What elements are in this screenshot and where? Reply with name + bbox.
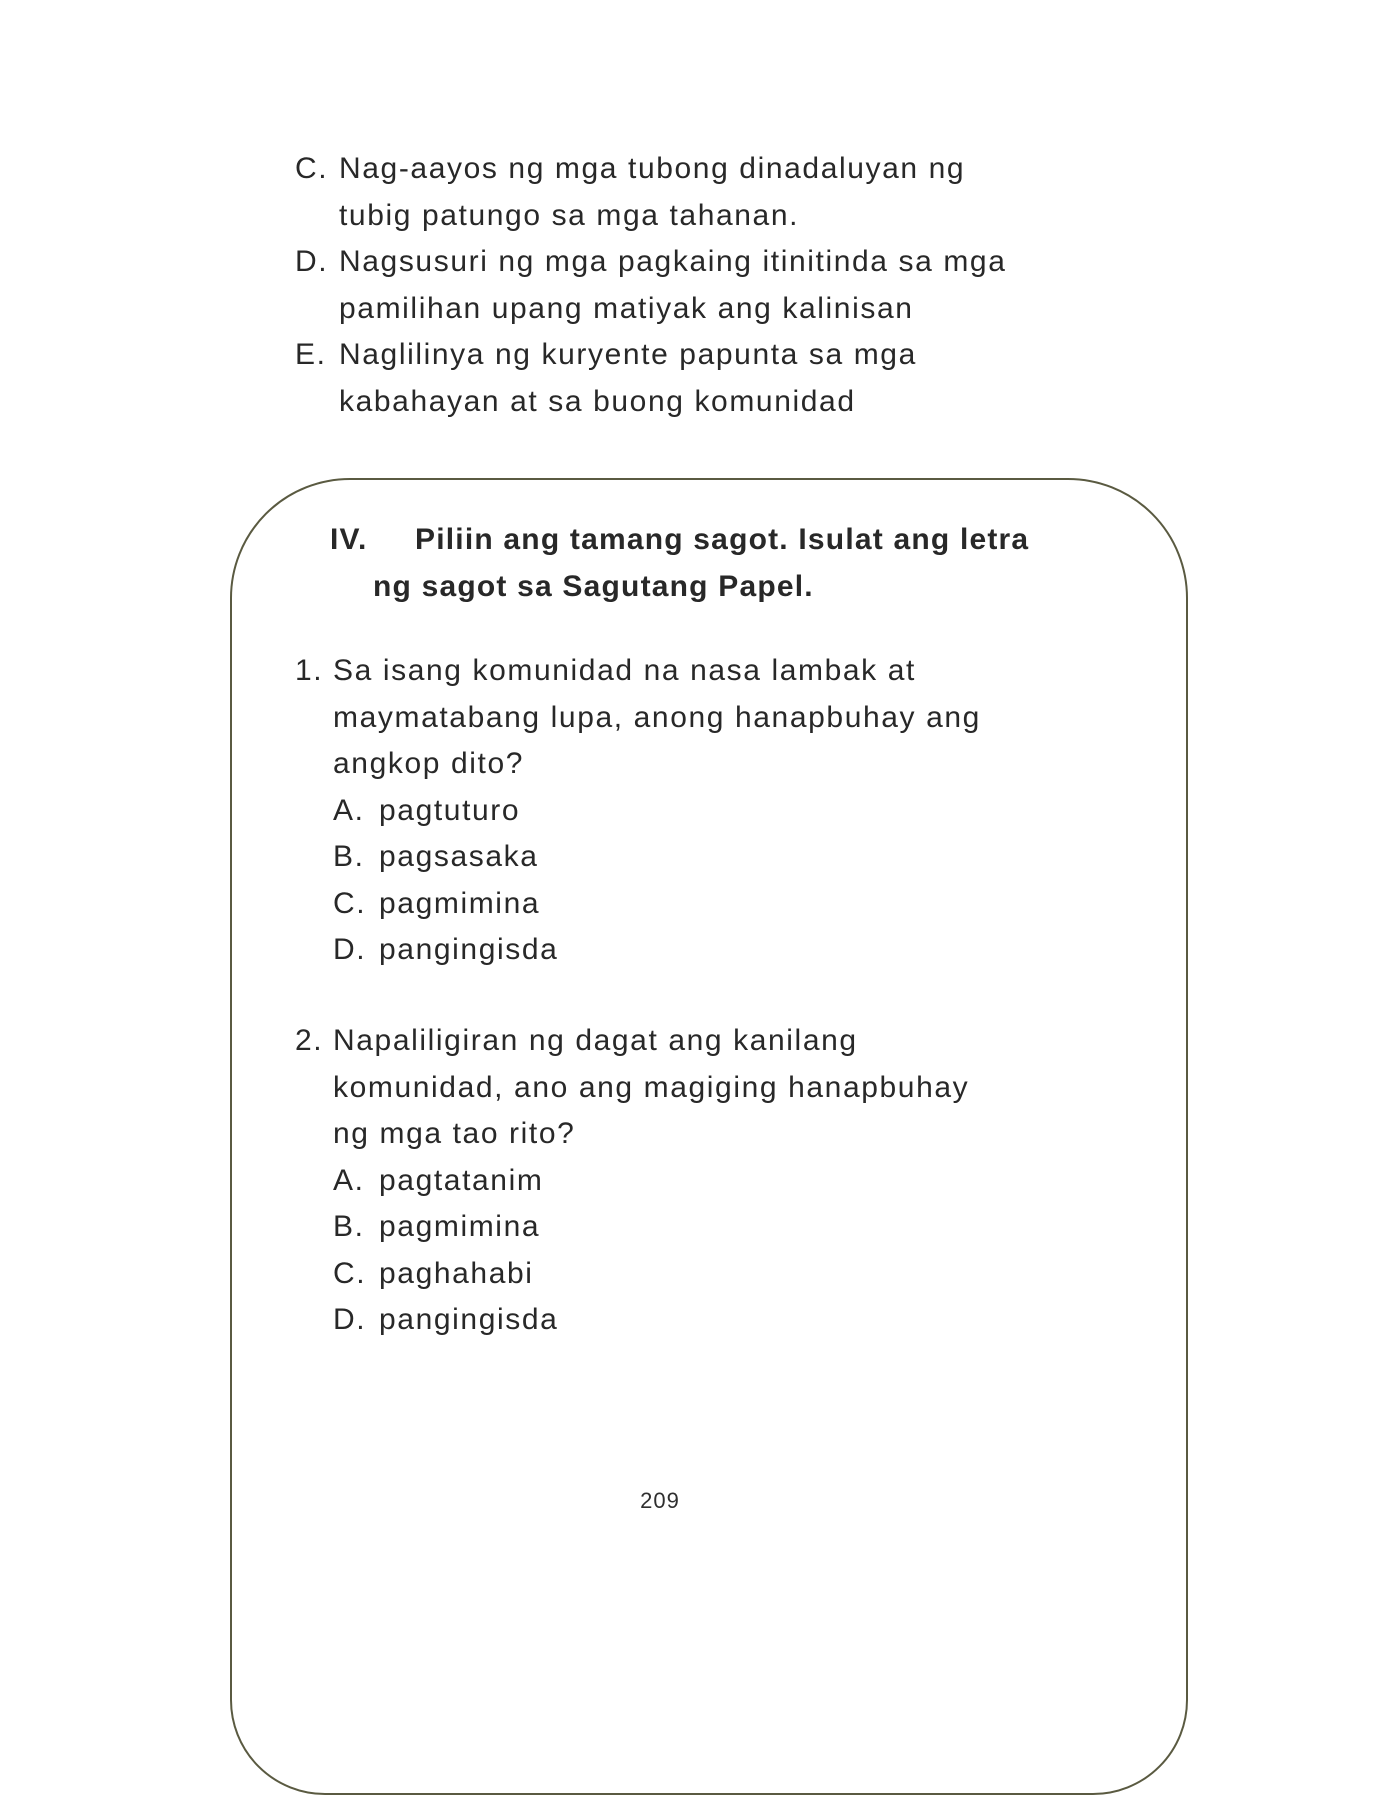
text-line: komunidad, ano ang magiging hanapbuhay <box>333 1070 970 1104</box>
question-text <box>333 1018 969 1158</box>
text-line: kabahayan at sa buong komunidad <box>339 384 856 418</box>
choice-d <box>333 927 1135 974</box>
top-answer-list <box>295 146 1195 425</box>
text-line: maymatabang lupa, anong hanapbuhay ang <box>333 700 981 734</box>
list-item-text <box>339 332 917 425</box>
text-line: tubig patungo sa mga tahanan. <box>339 198 800 232</box>
choice-letter: B. <box>333 840 365 873</box>
question-head <box>295 648 1135 788</box>
question-number: 1. <box>295 654 324 687</box>
question-text <box>333 648 981 788</box>
choice-letter: C. <box>333 1256 367 1290</box>
choice-text: pagtuturo <box>379 793 521 827</box>
section-numeral: IV. <box>330 523 368 556</box>
text-line: Napaliligiran ng dagat ang kanilang <box>333 1024 858 1057</box>
choice-letter: D. <box>333 933 367 966</box>
text-line: Naglilinya ng kuryente papunta sa mga <box>339 338 917 371</box>
question-head <box>295 1018 1135 1158</box>
choice-letter: D. <box>333 1303 367 1336</box>
list-item-e <box>295 332 1195 425</box>
list-item-letter: D. <box>295 245 329 278</box>
choice-b <box>333 1204 1135 1251</box>
choice-text: pangingisda <box>379 933 559 966</box>
text-line: ng mga tao rito? <box>333 1117 576 1150</box>
section-title-line1: Piliin ang tamang sagot. Isulat ang letra <box>415 523 1030 556</box>
choice-letter: C. <box>333 886 367 920</box>
text-line: Nag-aayos ng mga tubong dinadaluyan ng <box>339 152 966 185</box>
choice-letter: A. <box>333 1163 365 1197</box>
choice-b <box>333 834 1135 881</box>
choice-c <box>333 881 1135 928</box>
list-item-text <box>339 146 965 239</box>
list-item-c <box>295 146 1195 239</box>
choice-text: pagmimina <box>379 886 541 920</box>
section-header-line1 <box>330 516 1110 563</box>
question-number: 2. <box>295 1024 324 1057</box>
choice-text: pangingisda <box>379 1303 559 1336</box>
list-item-letter: C. <box>295 152 329 185</box>
list-item-d <box>295 239 1195 332</box>
choice-list <box>295 788 1135 974</box>
choice-list <box>295 1158 1135 1344</box>
text-line: pamilihan upang matiyak ang kalinisan <box>339 291 914 325</box>
question-1 <box>295 648 1135 974</box>
choice-text: pagtatanim <box>379 1163 544 1197</box>
choice-d <box>333 1297 1135 1344</box>
list-item-text <box>339 239 1006 332</box>
text-line: Sa isang komunidad na nasa lambak at <box>333 654 916 687</box>
choice-c <box>333 1251 1135 1298</box>
choice-letter: B. <box>333 1210 365 1243</box>
text-line: angkop dito? <box>333 747 525 780</box>
choice-letter: A. <box>333 793 365 827</box>
page-number: 209 <box>640 1488 680 1513</box>
section-header <box>330 516 1110 610</box>
list-item-letter: E. <box>295 338 327 371</box>
choice-text: paghahabi <box>379 1256 534 1290</box>
choice-a <box>333 1158 1135 1205</box>
question-2 <box>295 1018 1135 1344</box>
section-title-line2: ng sagot sa Sagutang Papel. <box>373 570 814 603</box>
choice-text: pagmimina <box>379 1210 541 1243</box>
choice-a <box>333 788 1135 835</box>
text-line: Nagsusuri ng mga pagkaing itinitinda sa mga <box>339 245 1007 278</box>
choice-text: pagsasaka <box>379 840 539 873</box>
